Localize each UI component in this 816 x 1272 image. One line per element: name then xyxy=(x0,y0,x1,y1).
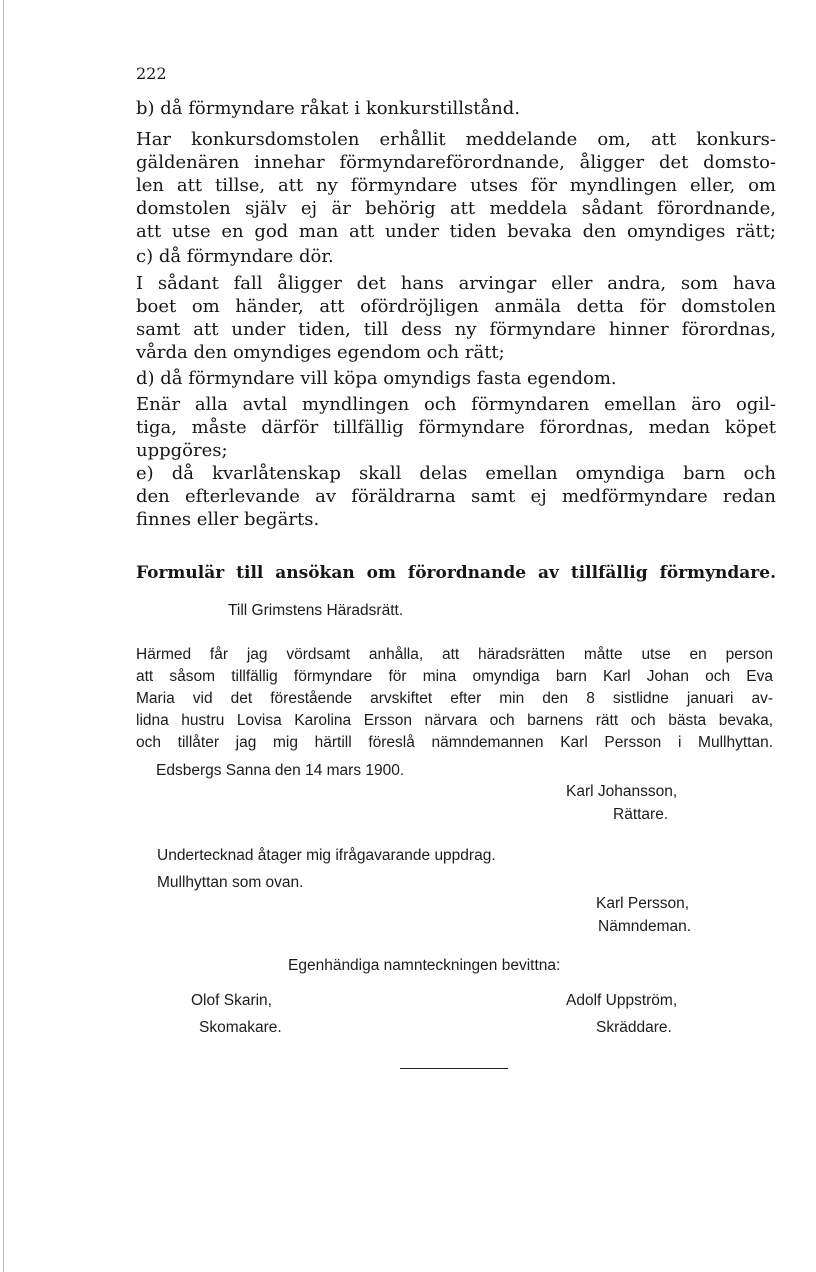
body-line: c) då förmyndare dör. xyxy=(136,246,334,267)
body-line: domstolen själv ej är behörig att meddela sådant förordnande, xyxy=(136,198,776,219)
page-number: 222 xyxy=(136,64,167,83)
applicant-title: Rättare. xyxy=(613,806,669,823)
body-line: tiga, måste därför tillfällig förmyndare förordnas, medan köpet xyxy=(136,417,776,438)
form-request-line: att såsom tillfällig förmyndare för mina omyndiga barn Karl Johan och Eva xyxy=(136,668,773,685)
form-addressee: Till Grimstens Häradsrätt. xyxy=(228,602,404,619)
closing-rule xyxy=(400,1068,508,1069)
body-line: den efterlevande av föräldrarna samt ej medförmyndare redan xyxy=(136,486,776,507)
body-line: samt att under tiden, till dess ny förmyndare hinner förordnas, xyxy=(136,319,776,340)
form-request-line: och tillåter jag mig härtill föreslå nämndemannen Karl Persson i Mullhyttan. xyxy=(136,734,773,751)
body-line: len att tillse, att ny förmyndare utses för myndlingen eller, om xyxy=(136,175,776,196)
applicant-name: Karl Johansson, xyxy=(566,783,678,800)
nominee-title: Nämndeman. xyxy=(598,918,692,935)
form-heading: Formulär till ansökan om förordnande av tillfällig förmyndare. xyxy=(136,563,776,583)
body-line: e) då kvarlåtenskap skall delas emellan omyndiga barn och xyxy=(136,463,776,484)
body-line: I sådant fall åligger det hans arvingar eller andra, som hava xyxy=(136,273,776,294)
witness-1-title: Skomakare. xyxy=(199,1019,282,1036)
form-request-line: Härmed får jag vördsamt anhålla, att häradsrätten måtte utse en person xyxy=(136,646,773,663)
form-place-date: Edsbergs Sanna den 14 mars 1900. xyxy=(156,762,405,779)
body-line: boet om händer, att ofördröjligen anmäla detta för domstolen xyxy=(136,296,776,317)
form-request-line: Maria vid det förestående arvskiftet efter min den 8 sistlidne januari av- xyxy=(136,690,773,707)
form-request-line: lidna hustru Lovisa Karolina Ersson närvara och barnens rätt och bästa bevaka, xyxy=(136,712,773,729)
acceptance-statement: Undertecknad åtager mig ifrågavarande uppdrag. xyxy=(157,847,496,864)
witness-1-name: Olof Skarin, xyxy=(191,992,272,1009)
body-line: gäldenären innehar förmyndareförordnande, åligger det domsto- xyxy=(136,152,776,173)
page-edge-line xyxy=(3,0,4,1272)
body-line: b) då förmyndare råkat i konkurstillstånd. xyxy=(136,98,521,119)
body-line: vårda den omyndiges egendom och rätt; xyxy=(136,342,505,363)
body-line: d) då förmyndare vill köpa omyndigs fasta egendom. xyxy=(136,368,617,389)
witness-heading: Egenhändiga namnteckningen bevittna: xyxy=(288,957,561,974)
acceptance-place: Mullhyttan som ovan. xyxy=(157,874,304,891)
witness-2-title: Skräddare. xyxy=(596,1019,672,1036)
body-line: finnes eller begärts. xyxy=(136,509,320,530)
body-line: Har konkursdomstolen erhållit meddelande om, att konkurs- xyxy=(136,129,776,150)
body-line: att utse en god man att under tiden bevaka den omyndiges rätt; xyxy=(136,221,776,242)
body-line: Enär alla avtal myndlingen och förmyndaren emellan äro ogil- xyxy=(136,394,776,415)
body-line: uppgöres; xyxy=(136,440,228,461)
witness-2-name: Adolf Uppström, xyxy=(566,992,678,1009)
nominee-name: Karl Persson, xyxy=(596,895,690,912)
